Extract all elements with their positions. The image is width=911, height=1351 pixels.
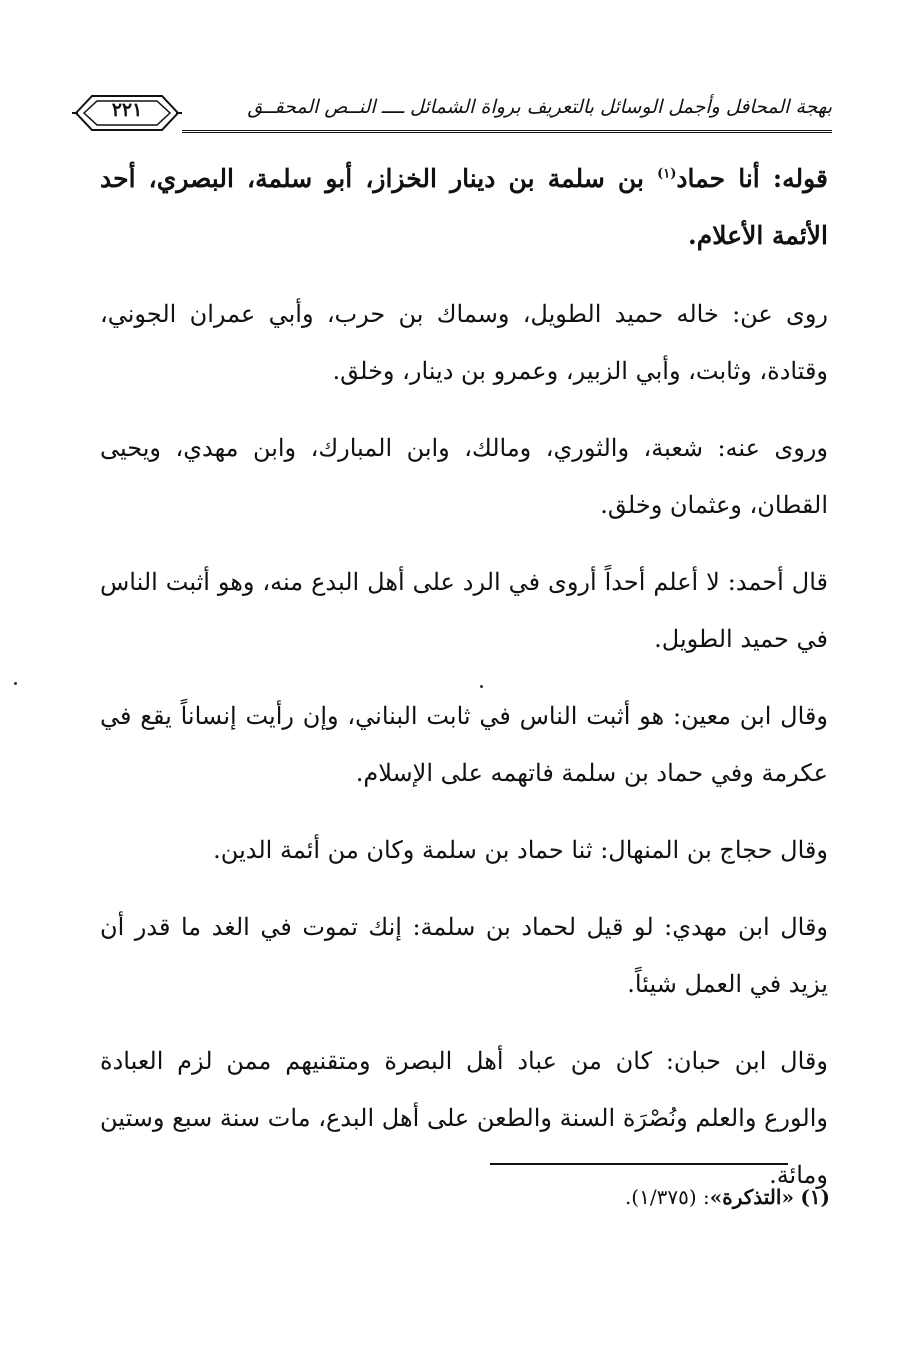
paragraph-ahmad: قال أحمد: لا أعلم أحداً أروى في الرد على أهل البدع منه، وهو أثبت الناس في حميد الطويل. [100, 568, 828, 653]
header-title: بهجة المحافل وأجمل الوسائل بالتعريف برواة الشمائل ــــ النــص المحقــق [247, 96, 832, 118]
footnote-separator [490, 1163, 788, 1165]
paragraph-narrated-from: روى عن: خاله حميد الطويل، وسماك بن حرب، وأبي عمران الجوني، وقتادة، وثابت، وأبي الزبير، وعمرو بن دينار، وخلق. [100, 300, 828, 385]
main-text [100, 150, 828, 1224]
footnote-reference[interactable]: (١) [657, 166, 677, 182]
scan-speck [480, 685, 483, 688]
header-rule [182, 130, 832, 133]
page-number-badge [72, 90, 182, 136]
paragraph-ibn-hibban: وقال ابن حبان: كان من عباد أهل البصرة ومتقنيهم ممن لزم العبادة والورع والعلم ونُصْرَة السنة والطعن على أهل البدع، مات سنة سبع وستين ومائة. [100, 1047, 828, 1189]
footnote-source: «التذكرة» [709, 1185, 794, 1209]
entry-heading [100, 150, 828, 264]
footnote-mark: (١) [800, 1185, 830, 1209]
paragraph-narrated-by: وروى عنه: شعبة، والثوري، ومالك، وابن المبارك، وابن مهدي، ويحيى القطان، وعثمان وخلق. [100, 434, 828, 519]
scan-speck [14, 682, 17, 685]
heading-after-ref: بن سلمة بن دينار الخزاز، أبو سلمة، البصري، أحد الأئمة الأعلام. [100, 164, 828, 250]
paragraph-ibn-mahdi: وقال ابن مهدي: لو قيل لحماد بن سلمة: إنك تموت في الغد ما قدر أن يزيد في العمل شيئاً. [100, 913, 828, 998]
paragraph-hajjaj: وقال حجاج بن المنهال: ثنا حماد بن سلمة وكان من أئمة الدين. [213, 836, 828, 864]
footnote-citation: : (١/٣٧٥). [624, 1185, 710, 1209]
paragraph-ibn-maeen: وقال ابن معين: هو أثبت الناس في ثابت البناني، وإن رأيت إنساناً يقع في عكرمة وفي حماد بن سلمة فاتهمه على الإسلام. [100, 702, 828, 787]
page-number: ٢٢١ [111, 99, 143, 121]
footnote [300, 1180, 830, 1214]
running-header [72, 90, 832, 140]
heading-before-ref: قوله: أنا حماد [676, 164, 828, 193]
